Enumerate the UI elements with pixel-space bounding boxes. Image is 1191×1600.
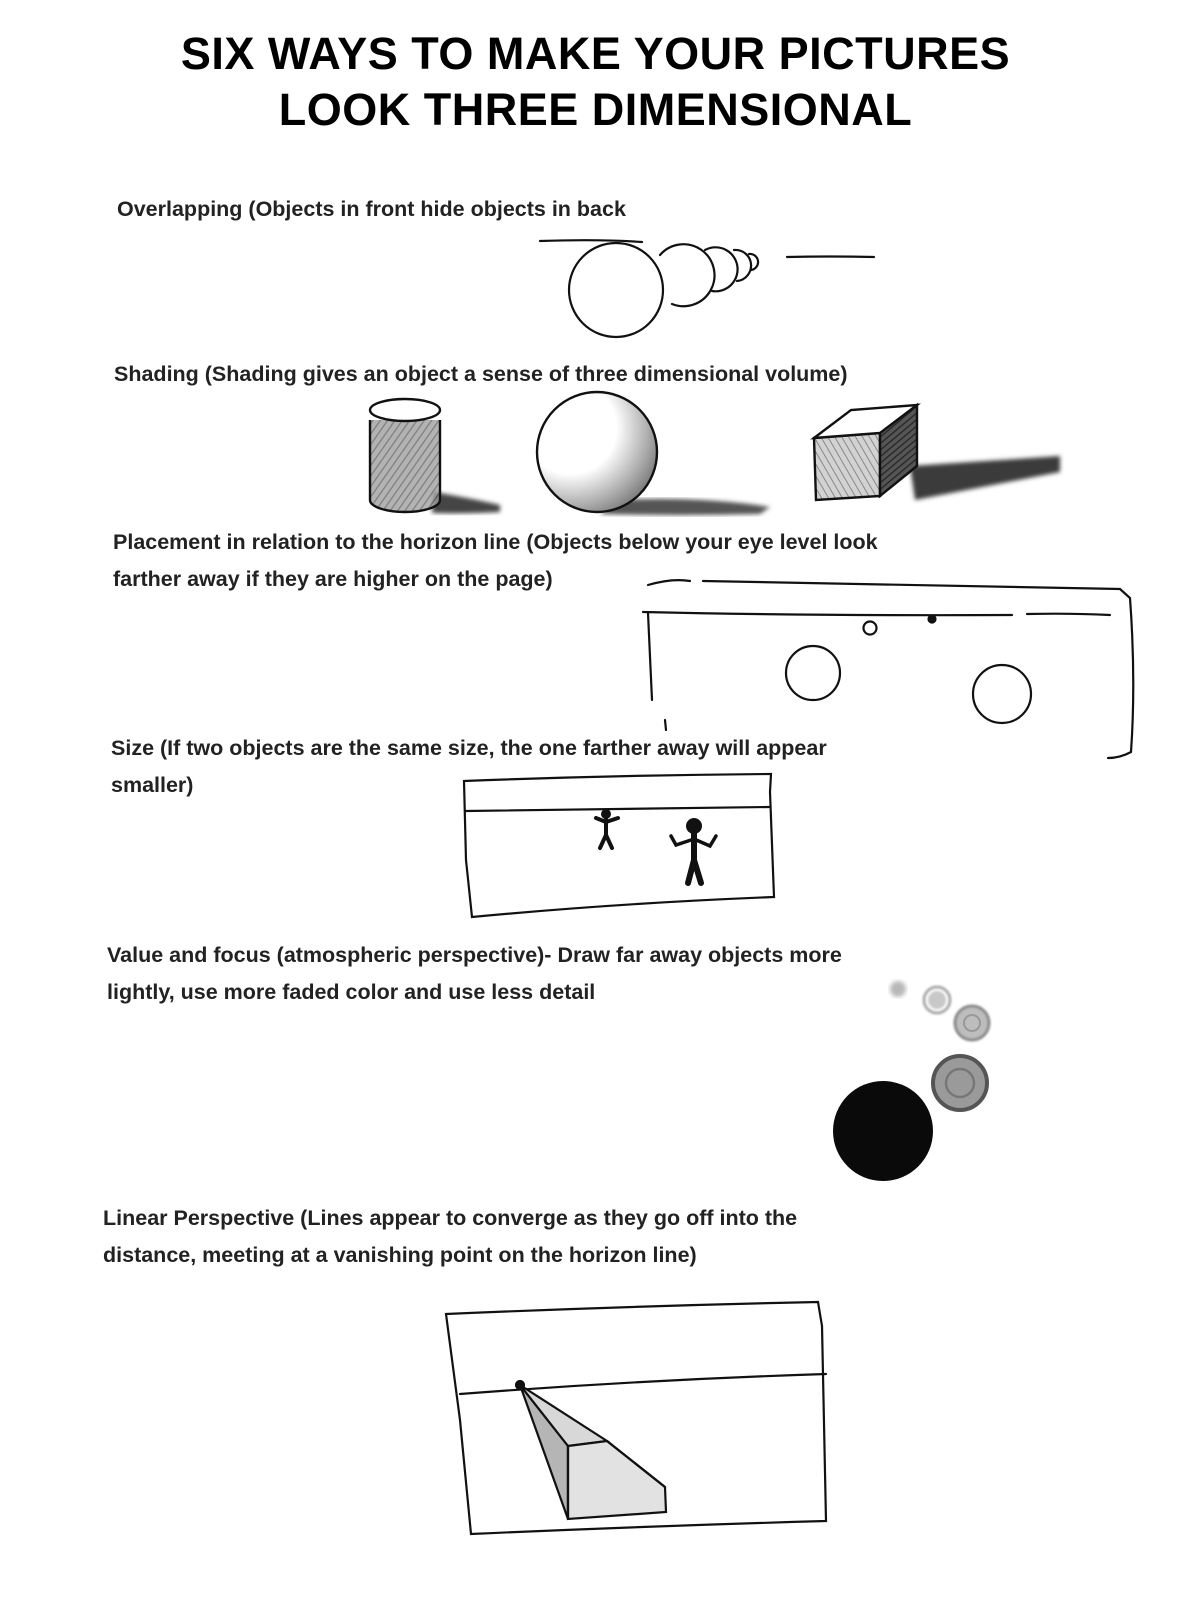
shaded-sphere (537, 392, 770, 515)
size-horizon-line (466, 807, 769, 811)
size-frame (464, 774, 774, 917)
linear-perspective-illustration (446, 1302, 826, 1534)
overlap-circle-3 (705, 247, 738, 291)
shaded-cube (814, 405, 1060, 500)
dark-near-circle (833, 1081, 933, 1181)
size-caption-line-2: smaller) (111, 773, 194, 797)
placement-tick (665, 720, 666, 730)
size-caption-line-1: Size (If two objects are the same size, the one farther away will appear (111, 736, 827, 760)
value-focus-caption-line-1: Value and focus (atmospheric perspective)- Draw far away objects more (107, 943, 842, 967)
placement-caption-line-1: Placement in relation to the horizon line (Objects below your eye level look (113, 530, 878, 554)
overlapping-illustration (540, 240, 874, 337)
overlapping-caption-line-1: Overlapping (Objects in front hide objects in back (117, 197, 626, 221)
placement-caption-line-2: farther away if they are higher on the page) (113, 567, 553, 591)
perspective-horizon-line (460, 1374, 826, 1394)
value-focus-caption-line-2: lightly, use more faded color and use less detail (107, 980, 596, 1004)
size-illustration (464, 774, 774, 917)
horizon-line-right (787, 257, 874, 258)
large-near-figure (671, 818, 716, 883)
placement-horizon-line-end (1027, 614, 1110, 615)
cylinder-shadow (432, 492, 500, 513)
shaded-cylinder (370, 399, 500, 513)
placement-frame-left (648, 613, 652, 700)
box-end-face (568, 1441, 666, 1519)
placement-horizon-line (643, 612, 1012, 615)
placement-near-circle-right (973, 665, 1031, 723)
faded-circle-3 (955, 1006, 989, 1040)
placement-far-dot (929, 616, 936, 623)
horizon-line-left (540, 240, 642, 242)
cylinder-top (370, 399, 440, 421)
shading-caption-line-1: Shading (Shading gives an object a sense of three dimensional volume) (114, 362, 848, 386)
faded-circle-4 (933, 1056, 987, 1110)
sphere-outline (537, 392, 657, 512)
small-far-figure (596, 809, 618, 848)
linear-perspective-caption-line-1: Linear Perspective (Lines appear to converge as they go off into the (103, 1206, 798, 1230)
placement-far-circle (864, 622, 877, 635)
shading-illustration (370, 392, 1060, 515)
caption-connector-line (648, 580, 690, 585)
placement-illustration (643, 580, 1133, 758)
page-title-line-1: SIX WAYS TO MAKE YOUR PICTURES (180, 28, 1011, 79)
placement-frame-top-right (703, 581, 1133, 758)
faded-circle-1 (890, 981, 906, 997)
placement-near-circle-left (786, 646, 840, 700)
cylinder-shading (370, 420, 440, 512)
cube-shadow (910, 456, 1060, 500)
overlap-circle-1 (569, 243, 663, 337)
cube-front-face (814, 433, 880, 500)
linear-perspective-caption-line-2: distance, meeting at a vanishing point on the horizon line) (103, 1243, 697, 1267)
value-focus-illustration (833, 981, 989, 1181)
page-title-line-2: LOOK THREE DIMENSIONAL (278, 84, 913, 135)
overlap-circle-2 (660, 244, 715, 306)
